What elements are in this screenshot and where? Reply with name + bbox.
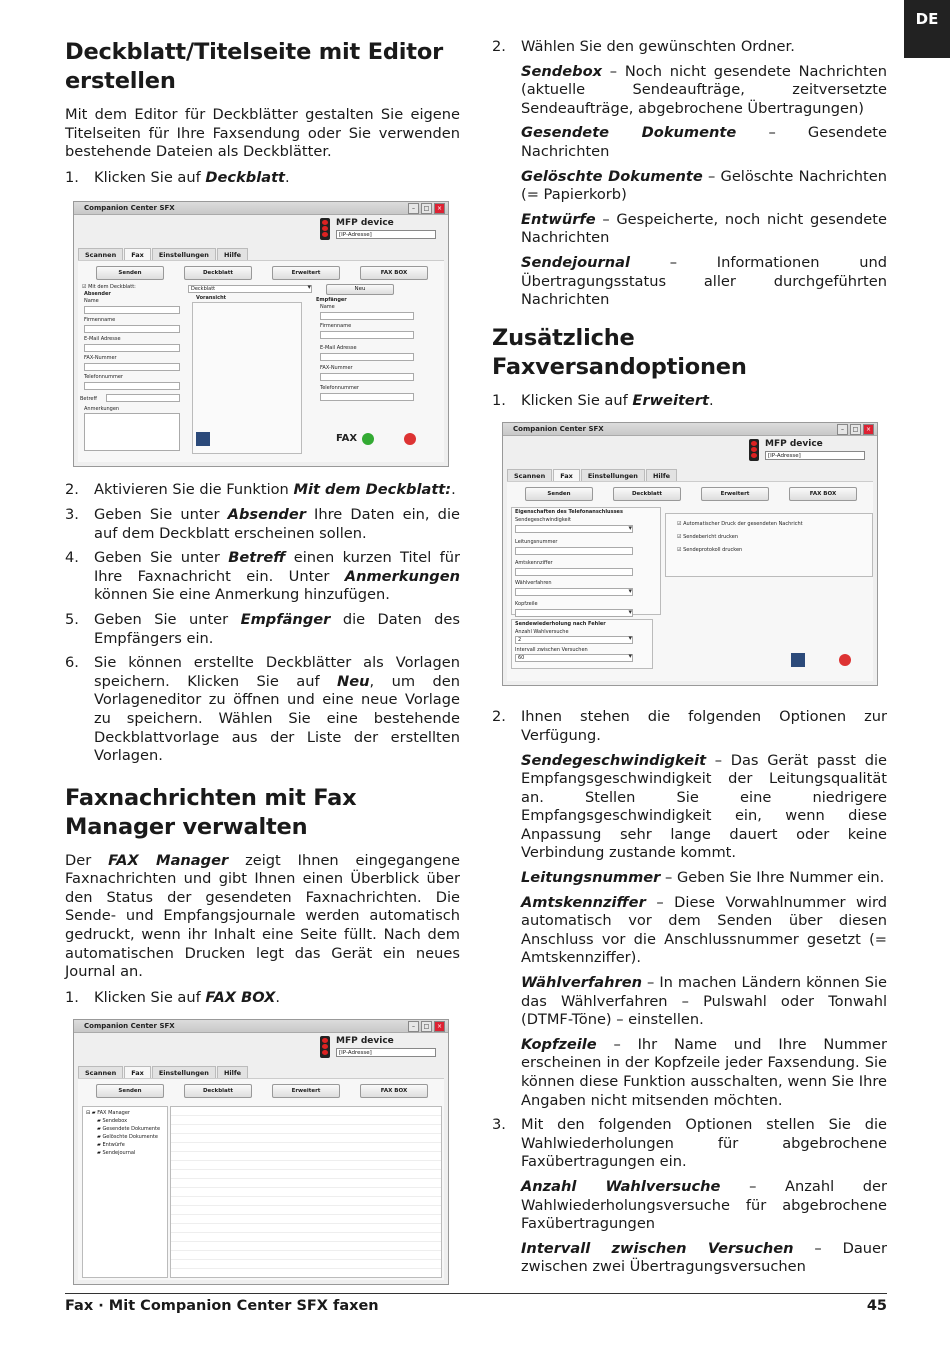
step-number: 1.	[492, 391, 506, 409]
step-text: Wählen Sie den gewünschten Ordner.	[521, 38, 795, 55]
group-title: Eigenschaften des Telefonanschlusses	[515, 509, 623, 516]
folder-name: Sendejournal	[521, 253, 630, 271]
step-number: 1.	[65, 168, 79, 186]
sender-input	[84, 363, 180, 371]
sender-label: Firmenname	[84, 317, 116, 324]
ip-address-select: [IP-Adresse]	[336, 230, 436, 239]
tab-einstellungen: Einstellungen	[581, 469, 645, 482]
fax-manager-intro: Der FAX Manager zeigt Ihnen eingegangene Faxnachrichten und gibt Ihnen einen Überblick über den Status der gesendeten Faxnachrichten. Die Sende- und Empfangsjournale werden automatisch gedruckt, wenn ihr Inhalt eine Seite füllt. Nach dem automatischen Drucken legt das Gerät ein neues Journal an.	[65, 851, 460, 981]
notes-input	[84, 413, 180, 451]
maximize-icon: □	[421, 1021, 432, 1032]
cover-intro: Mit dem Editor für Deckblätter gestalten Sie eigene Titelseiten für Ihre Faxsendung oder Sie verwenden bestehende Dateien als Deckblätter.	[65, 106, 460, 161]
field-label: Wählverfahren	[515, 580, 552, 587]
tab-einstellungen: Einstellungen	[152, 248, 216, 261]
left-column	[65, 38, 460, 1285]
window-title: Companion Center SFX	[74, 202, 448, 215]
sender-label: E-Mail Adresse	[84, 336, 121, 343]
fax-button-row	[78, 1078, 444, 1101]
step-text: Ihre Daten ein, die auf dem Deckblatt erscheinen sollen.	[94, 505, 460, 542]
advanced-panel	[507, 503, 873, 681]
option-desc: Amtskennziffer – Diese Vorwahlnummer wird automatisch vor dem Senden über diesen Anschluss vor die Anschlussnummer gesetzt (= Amtskennziffer).	[521, 893, 887, 967]
line-number-input	[515, 547, 633, 555]
step-emphasis: Erweitert	[632, 391, 710, 409]
sender-input	[84, 382, 180, 390]
sender-input	[84, 344, 180, 352]
send-button: Senden	[96, 266, 164, 280]
cover-step	[65, 549, 460, 605]
folder-item: ▰ Gesendete Dokumente	[97, 1126, 161, 1133]
step-text: .	[275, 988, 281, 1006]
fax-box-button: FAX BOX	[789, 487, 857, 501]
tab-hilfe: Hilfe	[646, 469, 677, 482]
cancel-icon	[404, 433, 416, 445]
dial-mode-select	[515, 588, 633, 596]
folder-item: ▰ Gelöschte Dokumente	[97, 1134, 158, 1141]
minimize-icon: –	[408, 203, 419, 214]
page-number: 45	[866, 1298, 887, 1314]
option-desc: Leitungsnummer – Geben Sie Ihre Nummer ein.	[521, 869, 885, 887]
option-desc: Wählverfahren – In machen Ländern können Sie das Wählverfahren – Pulswahl oder Tonwahl (DTMF-Töne) – einstellen.	[521, 974, 887, 1029]
section-title-fax-manager: Faxnachrichten mit Fax Manager verwalten	[65, 784, 357, 840]
step-number: 2.	[492, 708, 506, 726]
print-checkbox: ☑ Sendeprotokoll drucken	[677, 547, 743, 554]
field-label: Leitungsnummer	[515, 539, 558, 546]
cover-button: Deckblatt	[613, 487, 681, 501]
template-select: Deckblatt ▾	[188, 285, 312, 293]
folder-step-2	[492, 38, 887, 57]
section-title-options: Zusätzliche Faxversandoptionen	[492, 324, 747, 380]
advanced-button: Erweitert	[701, 487, 769, 501]
step-text: die Daten des Empfängers ein.	[94, 610, 460, 647]
footer-chapter: Fax · Mit Companion Center SFX faxen	[65, 1298, 379, 1314]
window-controls	[408, 203, 445, 214]
fax-manager-step-1	[65, 989, 460, 1008]
recipient-label: E-Mail Adresse	[320, 345, 357, 352]
step-emphasis: Betreff	[228, 549, 286, 567]
option-desc: Intervall zwischen Versuchen – Dauer zwischen zwei Übertragungsversuchen	[521, 1239, 887, 1276]
group-title: Sendewiederholung nach Fehler	[515, 621, 606, 628]
step-text: .	[285, 168, 290, 186]
cover-step	[65, 506, 460, 543]
screenshot-advanced	[502, 422, 878, 686]
folder-desc: Sendebox – Noch nicht gesendete Nachrichten (aktuelle Sendeaufträge, zeitversetzte Sendeaufträge, abgebrochene Übertragungen)	[521, 62, 887, 117]
fax-button-row	[78, 260, 444, 283]
fax-manager-panel	[78, 1100, 444, 1280]
recipient-label: Telefonnummer	[320, 385, 359, 392]
step-emphasis: Neu	[337, 672, 370, 690]
device-name: MFP device	[336, 1036, 394, 1047]
field-label: Kopfzeile	[515, 601, 538, 608]
step-text: Ihnen stehen die folgenden Optionen zur Verfügung.	[521, 708, 887, 744]
save-disk-icon	[196, 432, 210, 446]
minimize-icon: –	[837, 424, 848, 435]
field-label: Amtskennziffer	[515, 560, 553, 567]
device-logo	[320, 218, 438, 244]
fax-button-row	[507, 481, 873, 504]
close-icon: ×	[434, 203, 445, 214]
step-text: Geben Sie unter	[94, 610, 241, 628]
section-title-cover: Deckblatt/Titelseite mit Editor erstellen	[65, 39, 444, 94]
options-step-2	[492, 708, 887, 745]
step-number: 4.	[65, 549, 79, 567]
field-label: Anzahl Wahlversuche	[515, 629, 569, 636]
send-button: Senden	[96, 1084, 164, 1098]
tab-einstellungen: Einstellungen	[152, 1066, 216, 1079]
step-emphasis: Empfänger	[240, 610, 331, 628]
retry-select: 2 ▾	[515, 636, 633, 644]
step-emphasis: Mit dem Deckblatt:	[293, 481, 452, 499]
cover-step	[65, 654, 460, 766]
folder-name: Gesendete Dokumente	[521, 124, 737, 142]
step-number: 6.	[65, 654, 79, 672]
step-number: 3.	[492, 1116, 506, 1134]
speed-select	[515, 525, 633, 533]
message-list	[170, 1106, 442, 1278]
print-checkbox: ☑ Sendebericht drucken	[677, 534, 739, 541]
traffic-light-icon	[320, 1036, 330, 1058]
option-desc: Anzahl Wahlversuche – Anzahl der Wahlwiederholungsversuche für abgebrochene Faxübertragungen	[521, 1177, 887, 1233]
folder-desc: Gesendete Dokumente – Gesendete Nachrichten	[521, 124, 887, 160]
cover-step	[65, 481, 460, 500]
option-name: Anzahl Wahlversuche	[521, 1177, 721, 1195]
footer-rule	[65, 1293, 887, 1294]
tab-scannen: Scannen	[78, 1066, 123, 1079]
recipient-input	[320, 393, 414, 401]
save-disk-icon	[791, 653, 805, 667]
fax-box-button: FAX BOX	[360, 266, 428, 280]
folder-tree	[82, 1106, 168, 1278]
fax-send-label: FAX	[336, 433, 358, 445]
device-logo	[749, 439, 867, 465]
sender-input	[84, 325, 180, 333]
step-text: Mit den folgenden Optionen stellen Sie die Wahlwiederholungen für abgebrochene Faxübertragungen ein.	[521, 1116, 887, 1171]
recipient-input	[320, 353, 414, 361]
sender-title: Absender	[84, 291, 111, 298]
step-text: , um den Vorlageneditor zu öffnen und eine neue Vorlage zu speichern. Wählen Sie eine bestehende Deckblattvorlage aus der Liste der erstellten Vorlagen.	[94, 672, 460, 765]
device-name: MFP device	[336, 218, 394, 229]
step-emphasis: Anmerkungen	[344, 567, 460, 585]
folder-item: ▰ Sendebox	[97, 1118, 128, 1125]
right-column	[492, 38, 887, 1283]
step-text: Sie können erstellte Deckblätter als Vorlagen speichern. Klicken Sie auf	[94, 654, 460, 690]
window-title: Companion Center SFX	[74, 1020, 448, 1033]
tab-fax: Fax	[124, 248, 151, 261]
step-text: Klicken Sie auf	[521, 391, 633, 409]
screenshot-fax-manager	[73, 1019, 449, 1285]
option-name: Sendegeschwindigkeit	[521, 751, 707, 769]
step-text: einen kurzen Titel für Ihre Faxnachricht ein. Unter	[94, 549, 460, 585]
subject-label: Betreff	[80, 396, 97, 403]
print-checkbox: ☑ Automatischer Druck der gesendeten Nachricht	[677, 521, 803, 528]
cover-button: Deckblatt	[184, 1084, 252, 1098]
new-template-button: Neu	[326, 284, 394, 295]
fax-manager-emphasis: FAX Manager	[108, 851, 229, 869]
step-number: 2.	[65, 481, 79, 499]
option-name: Leitungsnummer	[521, 869, 661, 887]
recipient-label: FAX-Nummer	[320, 365, 353, 372]
advanced-button: Erweitert	[272, 266, 340, 280]
cover-step	[65, 611, 460, 648]
step-text: Geben Sie unter	[94, 505, 228, 523]
traffic-light-icon	[749, 439, 759, 461]
sender-input	[84, 306, 180, 314]
step-text: Klicken Sie auf	[94, 168, 206, 186]
maximize-icon: □	[850, 424, 861, 435]
step-number: 1.	[65, 988, 79, 1006]
folder-item: ▰ Sendejournal	[97, 1150, 136, 1157]
tab-fax: Fax	[124, 1066, 151, 1079]
recipient-input	[320, 331, 414, 339]
folder-root: ⊟ ▰ FAX Manager	[86, 1110, 130, 1117]
options-step-3	[492, 1116, 887, 1172]
step-emphasis: FAX BOX	[205, 988, 276, 1006]
recipient-input	[320, 373, 414, 381]
cover-button: Deckblatt	[184, 266, 252, 280]
tab-scannen: Scannen	[78, 248, 123, 261]
option-desc: Sendegeschwindigkeit – Das Gerät passt die Empfangsgeschwindigkeit der Leitungsqualität an. Stellen Sie eine niedrigere Empfangsgeschwindigkeit ein, wenn diese Anpassung sehr lange dauert oder keine Verbindung zustande kommt.	[521, 751, 887, 862]
advanced-button: Erweitert	[272, 1084, 340, 1098]
window-title: Companion Center SFX	[503, 423, 877, 436]
header-select	[515, 609, 633, 617]
step-emphasis: Deckblatt	[205, 168, 286, 186]
tab-hilfe: Hilfe	[217, 248, 248, 261]
maximize-icon: □	[421, 203, 432, 214]
traffic-light-icon	[320, 218, 330, 240]
screenshot-cover-editor	[73, 201, 449, 467]
window-controls	[408, 1021, 445, 1032]
folder-item: ▰ Entwürfe	[97, 1142, 125, 1149]
step-text: .	[451, 481, 456, 499]
language-tab: DE	[904, 0, 950, 58]
option-desc: Kopfzeile – Ihr Name und Ihre Nummer erscheinen in der Kopfzeile jeder Faxsendung. Sie können diese Funktion ausschalten, wenn Sie Ihre Angaben nicht mitsenden möchten.	[521, 1035, 887, 1109]
folder-name: Entwürfe	[521, 210, 596, 228]
step-number: 5.	[65, 610, 79, 628]
recipient-title: Empfänger	[316, 297, 347, 304]
sender-label: Telefonnummer	[84, 374, 123, 381]
device-name: MFP device	[765, 439, 823, 450]
recipient-label: Name	[320, 304, 335, 311]
prefix-input	[515, 568, 633, 576]
recipient-input	[320, 312, 414, 320]
ip-address-select: [IP-Adresse]	[336, 1048, 436, 1057]
option-name: Intervall zwischen Versuchen	[521, 1239, 794, 1257]
fax-box-button: FAX BOX	[360, 1084, 428, 1098]
options-step-1	[492, 392, 887, 411]
cover-steps	[65, 481, 460, 765]
device-logo	[320, 1036, 438, 1062]
sender-label: FAX-Nummer	[84, 355, 117, 362]
step-text: Geben Sie unter	[94, 549, 229, 567]
cover-panel	[78, 282, 444, 462]
cover-checkbox: ☑ Mit dem Deckblatt:	[82, 284, 136, 291]
field-label: Sendegeschwindigkeit	[515, 517, 571, 524]
subject-input	[106, 394, 180, 402]
close-icon: ×	[434, 1021, 445, 1032]
step-number: 3.	[65, 505, 79, 523]
cancel-icon	[839, 654, 851, 666]
step-text: .	[709, 391, 714, 409]
step-number: 2.	[492, 38, 506, 55]
confirm-icon	[362, 433, 374, 445]
folder-desc: Entwürfe – Gespeicherte, noch nicht gesendete Nachrichten	[521, 210, 887, 247]
option-name: Kopfzeile	[521, 1035, 597, 1053]
close-icon: ×	[863, 424, 874, 435]
sender-label: Name	[84, 298, 99, 305]
minimize-icon: –	[408, 1021, 419, 1032]
ip-address-select: [IP-Adresse]	[765, 451, 865, 460]
field-label: Intervall zwischen Versuchen	[515, 647, 588, 654]
send-button: Senden	[525, 487, 593, 501]
tab-scannen: Scannen	[507, 469, 552, 482]
folder-name: Gelöschte Dokumente	[521, 167, 703, 185]
step-emphasis: Absender	[227, 505, 306, 523]
interval-select: 60 ▾	[515, 654, 633, 662]
folder-desc: Sendejournal – Informationen und Übertragungsstatus aller durchgeführten Nachrichten	[521, 253, 887, 309]
step-text: Klicken Sie auf	[94, 988, 206, 1006]
folder-desc: Gelöschte Dokumente – Gelöschte Nachrichten (= Papierkorb)	[521, 167, 887, 204]
step-text: können Sie eine Anmerkung hinzufügen.	[94, 586, 390, 604]
option-name: Wählverfahren	[521, 974, 643, 992]
notes-label: Anmerkungen	[84, 406, 120, 413]
window-controls	[837, 424, 874, 435]
option-name: Amtskennziffer	[521, 893, 646, 911]
tab-fax: Fax	[553, 469, 580, 482]
tab-hilfe: Hilfe	[217, 1066, 248, 1079]
folder-name: Sendebox	[521, 62, 603, 80]
cover-step-1	[65, 169, 460, 188]
recipient-label: Firmenname	[320, 323, 352, 330]
preview-title: Voransicht	[196, 295, 227, 302]
step-text: Aktivieren Sie die Funktion	[94, 481, 294, 499]
